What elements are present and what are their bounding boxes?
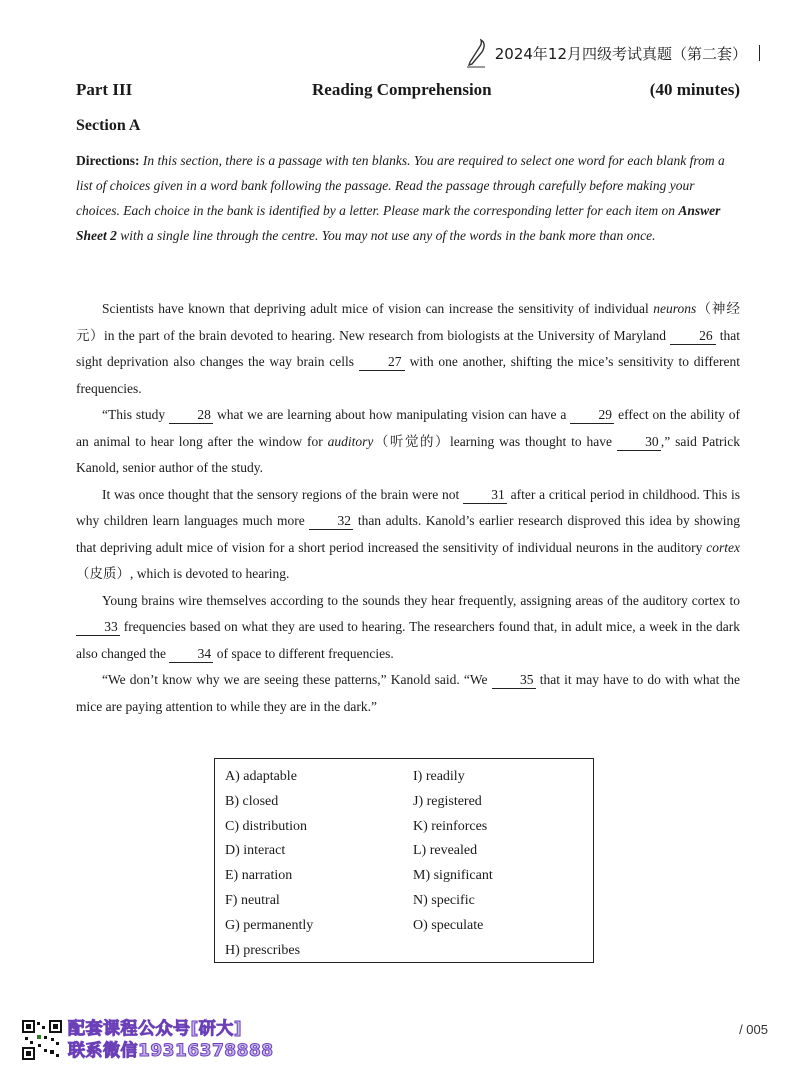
part-name: Reading Comprehension — [312, 80, 492, 99]
qr-code-icon — [22, 1020, 62, 1060]
word-option: F) neutral — [225, 892, 280, 908]
word-option: E) narration — [225, 868, 293, 884]
directions — [76, 148, 740, 248]
promo-text — [68, 1018, 274, 1062]
blank-26[interactable]: 26 — [670, 328, 716, 345]
pen-icon — [463, 38, 489, 68]
word-option: G) permanently — [225, 917, 314, 933]
paragraph-1: Scientists have known that depriving adult mice of vision can increase the sensitivity of individual neurons（神经元）in the part of the brain devoted to hearing. New research from biologists at the University of Maryland 26 that sight deprivation also changes the way brain cells 27 with one another, shifting the mice’s sensitivity to different frequencies. — [76, 301, 740, 396]
paragraph-4: Young brains wire themselves according to the sounds they hear frequently, assigning areas of the auditory cortex to 33 frequencies based on what they are used to hearing. The researchers found that, in adult mice, a week in the dark also changed the 34 of space to different frequencies. — [76, 592, 740, 661]
word-option: A) adaptable — [225, 769, 297, 784]
directions-label: Directions: — [76, 153, 140, 168]
blank-32[interactable]: 32 — [309, 513, 353, 530]
word-option: M) significant — [413, 868, 493, 884]
word-bank-right-column — [413, 765, 493, 939]
paragraph-2: “This study 28 what we are learning about how manipulating vision can have a 29 effect on the ability of an animal to hear long after the window for auditory（听觉的）learning was thought to have 30 ,” said Patrick Kanold, senior author of the study. — [76, 407, 741, 475]
blank-35[interactable]: 35 — [492, 672, 536, 689]
header-divider — [759, 45, 760, 61]
directions-text: In this section, there is a passage with ten blanks. You are required to select one word for each blank from a list of choices given in a word bank following the passage. Read the passage through carefully before making your choices. Each choice in the bank is identified by a letter. Please mark the corresponding letter for each item on Answer Sheet 2 with a single line through the centre. You may not use any of the words in the bank more than once. — [76, 153, 725, 243]
paragraph-5: “We don’t know why we are seeing these patterns,” Kanold said. “We 35 that it may have to do with what the mice are paying attention to while they are in the dark.” — [76, 672, 741, 714]
blank-28[interactable]: 28 — [169, 407, 213, 424]
word-bank-left-column — [225, 765, 313, 963]
passage — [76, 296, 740, 720]
word-option: J) registered — [413, 793, 482, 809]
paragraph-3: It was once thought that the sensory regions of the brain were not 31 after a critical period in childhood. This is why children learn languages much more 32 than adults. Kanold’s earlier research disproved this idea by showing that depriving adult mice of vision for a short period increased the sensitivity of individual neurons in the auditory cortex（皮质）, which is devoted to hearing. — [76, 486, 741, 581]
promo-line-1: 配套课程公众号[研大] — [68, 1019, 243, 1039]
time-limit: (40 minutes) — [649, 80, 740, 99]
word-bank — [214, 758, 594, 963]
word-option: I) readily — [413, 769, 465, 784]
page-number: / 005 — [739, 1022, 768, 1037]
title-row — [76, 80, 740, 104]
word-option: C) distribution — [225, 818, 308, 834]
promo-line-2: 联系微信19316378888 — [68, 1041, 274, 1061]
word-option: H) prescribes — [225, 942, 301, 958]
word-option: N) specific — [413, 892, 475, 908]
word-option: K) reinforces — [413, 818, 488, 834]
blank-29[interactable]: 29 — [570, 407, 614, 424]
page-header — [463, 38, 760, 68]
blank-34[interactable]: 34 — [169, 646, 213, 663]
section-title: Section A — [76, 117, 141, 134]
word-option: O) speculate — [413, 917, 484, 933]
header-title: 2024年12月四级考试真题（第二套） — [494, 44, 747, 63]
blank-27[interactable]: 27 — [359, 354, 405, 371]
word-option: L) revealed — [413, 843, 478, 859]
blank-31[interactable]: 31 — [463, 487, 507, 504]
blank-33[interactable]: 33 — [76, 619, 120, 636]
answer-sheet-ref: Answer Sheet 2 — [76, 203, 721, 243]
part-label: Part III — [76, 80, 133, 99]
word-option: D) interact — [225, 843, 286, 859]
blank-30[interactable]: 30 — [617, 434, 661, 451]
word-option: B) closed — [225, 793, 279, 809]
